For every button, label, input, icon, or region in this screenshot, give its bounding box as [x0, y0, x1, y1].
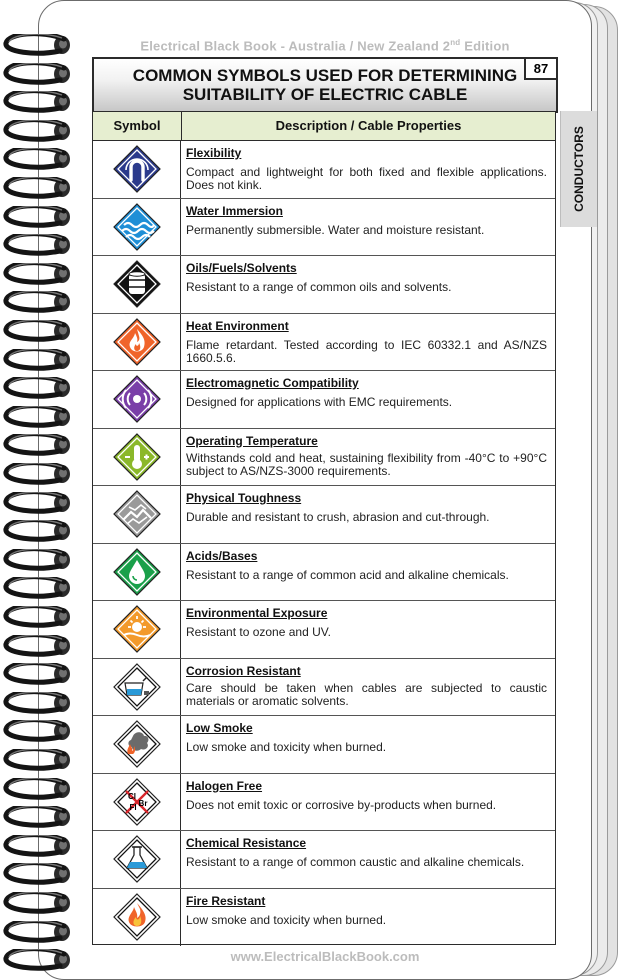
water-immersion-icon	[113, 203, 161, 251]
acid-drop-icon	[113, 548, 161, 596]
table-row	[93, 544, 555, 602]
property-description: Flame retardant. Tested according to IEC 60332.1 and AS/NZS 1660.5.6.	[186, 337, 547, 365]
symbol-cell	[93, 716, 181, 773]
binding-ring	[2, 63, 78, 85]
flexibility-icon	[113, 145, 161, 193]
thermometer-icon	[113, 433, 161, 481]
description-cell	[181, 601, 555, 658]
emc-waves-icon	[113, 375, 161, 423]
binding-ring	[2, 577, 78, 599]
property-description: Resistant to ozone and UV.	[186, 625, 331, 639]
property-title: Electromagnetic Compatibility	[186, 376, 359, 390]
binding-ring	[2, 291, 78, 313]
fire-resistant-icon	[113, 893, 161, 941]
description-cell	[181, 659, 555, 716]
property-description: Resistant to a range of common caustic and alkaline chemicals.	[186, 855, 525, 869]
table-row	[93, 141, 555, 199]
table-row	[93, 256, 555, 314]
binding-ring	[2, 663, 78, 685]
symbol-cell	[93, 199, 181, 256]
oil-drum-icon	[113, 260, 161, 308]
binding-ring	[2, 34, 78, 56]
binding-ring	[2, 91, 78, 113]
binding-ring	[2, 806, 78, 828]
halogen-label: Br	[138, 798, 147, 808]
binding-ring	[2, 434, 78, 456]
symbol-cell	[93, 889, 181, 946]
description-cell	[181, 544, 555, 601]
binding-ring	[2, 377, 78, 399]
property-title: Physical Toughness	[186, 491, 302, 505]
binding-ring	[2, 749, 78, 771]
binding-ring	[2, 720, 78, 742]
binding-ring	[2, 234, 78, 256]
property-title: Water Immersion	[186, 203, 283, 218]
description-cell	[181, 716, 555, 773]
binding-ring	[2, 492, 78, 514]
symbols-table	[92, 111, 556, 945]
table-body	[93, 141, 555, 946]
table-row	[93, 889, 555, 946]
symbol-cell	[93, 429, 181, 486]
property-title: Flexibility	[186, 146, 242, 160]
page-title: COMMON SYMBOLS USED FOR DETERMINING SUITABILITY OF ELECTRIC CABLE	[132, 66, 518, 104]
binding-ring	[2, 206, 78, 228]
property-description: Does not emit toxic or corrosive by-products when burned.	[186, 797, 497, 812]
binding-ring	[2, 606, 78, 628]
description-cell	[181, 256, 555, 313]
property-description: Durable and resistant to crush, abrasion and cut-through.	[186, 510, 490, 524]
description-cell	[181, 199, 555, 256]
symbol-cell	[93, 141, 181, 198]
table-row	[93, 774, 555, 832]
table-row	[93, 314, 555, 372]
binding-ring	[2, 177, 78, 199]
low-smoke-icon	[113, 720, 161, 768]
title-box	[92, 57, 558, 113]
property-description: Resistant to a range of common acid and alkaline chemicals.	[186, 567, 509, 582]
halogen-free-icon	[113, 778, 161, 826]
binding-ring	[2, 549, 78, 571]
property-description: Resistant to a range of common oils and solvents.	[186, 280, 452, 294]
binding-ring	[2, 520, 78, 542]
property-description: Designed for applications with EMC requirements.	[186, 395, 453, 409]
table-row	[93, 371, 555, 429]
binding-ring	[2, 949, 78, 971]
binding-ring	[2, 692, 78, 714]
table-row	[93, 429, 555, 487]
property-title: Low Smoke	[186, 721, 253, 735]
property-title: Corrosion Resistant	[186, 663, 301, 678]
property-title: Fire Resistant	[186, 893, 266, 908]
property-description: Low smoke and toxicity when burned.	[186, 740, 387, 754]
binding-ring	[2, 892, 78, 914]
symbol-cell	[93, 774, 181, 831]
property-title: Oils/Fuels/Solvents	[186, 261, 297, 275]
symbol-cell	[93, 371, 181, 428]
description-cell	[181, 486, 555, 543]
binding-ring	[2, 349, 78, 371]
toughness-icon	[113, 490, 161, 538]
binding-ring	[2, 406, 78, 428]
symbol-cell	[93, 486, 181, 543]
description-cell	[181, 774, 555, 831]
property-title: Acids/Bases	[186, 548, 258, 563]
property-title: Heat Environment	[186, 318, 289, 333]
table-row	[93, 716, 555, 774]
section-tab-conductors[interactable]: CONDUCTORS	[560, 111, 597, 227]
description-cell	[181, 429, 555, 486]
description-cell	[181, 141, 555, 198]
symbol-cell	[93, 544, 181, 601]
property-title: Chemical Resistance	[186, 836, 307, 850]
description-cell	[181, 831, 555, 888]
table-header	[93, 112, 555, 141]
property-title: Halogen Free	[186, 778, 263, 793]
sun-exposure-icon	[113, 605, 161, 653]
binding-ring	[2, 635, 78, 657]
table-row	[93, 199, 555, 257]
symbol-cell	[93, 659, 181, 716]
column-header-symbol: Symbol	[93, 112, 182, 140]
binding-ring	[2, 921, 78, 943]
binding-ring	[2, 835, 78, 857]
chemical-flask-icon	[113, 835, 161, 883]
footer-website: www.ElectricalBlackBook.com	[230, 949, 420, 964]
property-description: Withstands cold and heat, sustaining flexibility from -40°C to +90°C subject to AS/NZS-3000 requirements.	[186, 450, 547, 478]
symbol-cell	[93, 831, 181, 888]
column-header-description: Description / Cable Properties	[275, 118, 462, 133]
heat-flame-icon	[113, 318, 161, 366]
property-description: Low smoke and toxicity when burned.	[186, 912, 387, 927]
halogen-label: Fl	[128, 802, 137, 812]
binding-ring	[2, 778, 78, 800]
corrosion-icon	[113, 663, 161, 711]
binding-ring	[2, 463, 78, 485]
page-number: 87	[524, 57, 558, 80]
description-cell	[181, 314, 555, 371]
binding-ring	[2, 148, 78, 170]
symbol-cell	[93, 314, 181, 371]
property-description: Compact and lightweight for both fixed and flexible applications. Does not kink.	[186, 165, 547, 192]
property-title: Environmental Exposure	[186, 606, 328, 620]
table-row	[93, 831, 555, 889]
halogen-label: Cl	[127, 791, 136, 801]
description-cell	[181, 889, 555, 946]
table-row	[93, 486, 555, 544]
property-description: Permanently submersible. Water and moisture resistant.	[186, 222, 485, 237]
symbol-cell	[93, 256, 181, 313]
binding-ring	[2, 863, 78, 885]
binding-ring	[2, 263, 78, 285]
symbol-cell	[93, 601, 181, 658]
table-row	[93, 601, 555, 659]
edition-header: Electrical Black Book - Australia / New Zealand 2nd Edition	[140, 38, 510, 54]
table-row	[93, 659, 555, 717]
property-title: Operating Temperature	[186, 433, 318, 448]
property-description: Care should be taken when cables are subjected to caustic materials or aromatic solvents.	[186, 680, 547, 708]
binding-ring	[2, 120, 78, 142]
binding-ring	[2, 320, 78, 342]
description-cell	[181, 371, 555, 428]
